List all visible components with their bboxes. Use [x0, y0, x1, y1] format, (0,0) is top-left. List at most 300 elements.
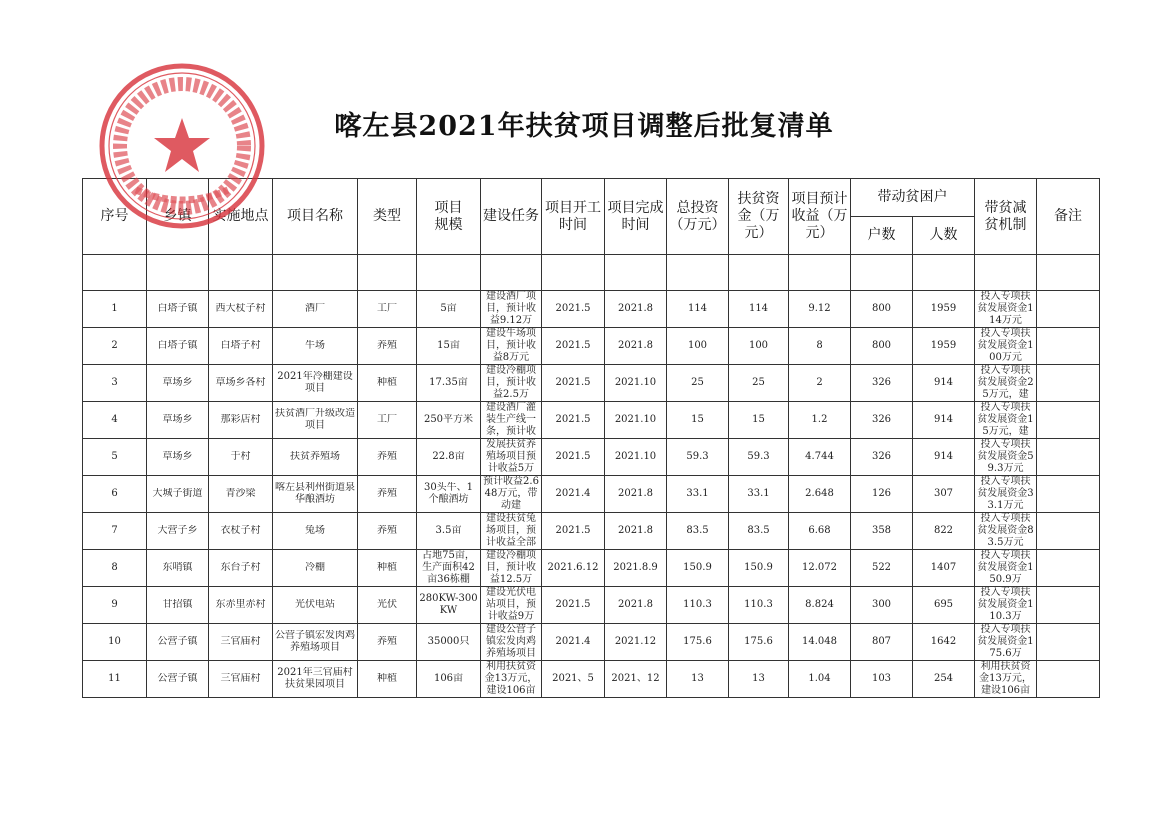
cell-text: 2021.8.9 [613, 562, 658, 573]
cell-scale [417, 587, 481, 624]
table-row [83, 328, 1100, 365]
cell-end [605, 550, 667, 587]
cell-text: 公营子镇宏发肉鸡养殖场项目 [275, 630, 355, 653]
cell-text: 5 [111, 451, 118, 462]
cell-text: 110.3 [744, 599, 773, 610]
cell-type [358, 291, 417, 328]
cell-scale [417, 513, 481, 550]
cell-text: 2021.4 [555, 636, 591, 647]
cell-task [481, 439, 542, 476]
cell-total [667, 550, 729, 587]
cell-text: 预计收益2.648万元，带动建 [483, 476, 539, 511]
cell-text: 种植 [377, 673, 397, 684]
cell-text: 白塔子镇 [157, 303, 198, 314]
cell-text: 4 [111, 414, 118, 425]
cell-name [273, 365, 358, 402]
cell-type [358, 476, 417, 513]
cell-text: 那彩店村 [220, 414, 261, 425]
cell-location [209, 513, 273, 550]
cell-name [273, 476, 358, 513]
cell-text: 建设公营子镇宏发肉鸡养殖场项目 [486, 624, 536, 659]
cell-text: 522 [871, 562, 892, 573]
cell-text: 1 [111, 303, 118, 314]
blank-cell [273, 255, 358, 291]
cell-town [147, 513, 209, 550]
cell-text: 建设扶贫兔场项目，预计收益全部 [486, 513, 536, 548]
cell-town [147, 624, 209, 661]
cell-text: 工厂 [377, 303, 397, 314]
cell-text: 100 [748, 340, 769, 351]
cell-text: 2021.5 [555, 340, 591, 351]
cell-text: 白塔子镇 [157, 340, 198, 351]
cell-people [913, 624, 975, 661]
cell-scale [417, 365, 481, 402]
cell-text: 2.648 [805, 488, 834, 499]
cell-town [147, 550, 209, 587]
header-households: 户数 [851, 217, 913, 255]
page-title: 喀左县2021年扶贫项目调整后批复清单 [334, 111, 834, 142]
cell-task [481, 476, 542, 513]
cell-text: 300 [871, 599, 892, 610]
cell-type [358, 587, 417, 624]
cell-text: 种植 [377, 562, 397, 573]
cell-location [209, 365, 273, 402]
cell-fund [729, 328, 789, 365]
cell-scale [417, 291, 481, 328]
cell-remark [1037, 550, 1100, 587]
cell-benefit [789, 624, 851, 661]
cell-text: 草场乡 [162, 451, 193, 462]
cell-text: 牛场 [305, 340, 325, 351]
cell-location [209, 402, 273, 439]
cell-text: 2021.10 [614, 377, 657, 388]
cell-text: 2021、5 [552, 673, 594, 684]
blank-cell [147, 255, 209, 291]
cell-text: 西大杖子村 [215, 303, 266, 314]
cell-text: 13 [691, 673, 704, 684]
cell-remark [1037, 476, 1100, 513]
cell-end [605, 661, 667, 698]
cell-name [273, 328, 358, 365]
cell-town [147, 587, 209, 624]
cell-text: 光伏 [377, 599, 397, 610]
cell-text: 利用扶贫资金13万元，建设106亩 [484, 661, 538, 696]
blank-cell [851, 255, 913, 291]
cell-end [605, 402, 667, 439]
cell-town [147, 365, 209, 402]
cell-fund [729, 402, 789, 439]
cell-text: 1959 [930, 303, 957, 314]
cell-people [913, 513, 975, 550]
cell-text: 2021年冷棚建设项目 [277, 371, 353, 394]
cell-seq [83, 513, 147, 550]
cell-town [147, 476, 209, 513]
cell-households [851, 439, 913, 476]
cell-text: 白塔子村 [220, 340, 261, 351]
cell-seq [83, 587, 147, 624]
cell-scale [417, 402, 481, 439]
approval-table [82, 178, 1100, 698]
cell-seq [83, 328, 147, 365]
cell-start [542, 365, 605, 402]
header-people: 人数 [913, 217, 975, 255]
cell-text: 扶贫酒厂升级改造项目 [275, 408, 355, 431]
cell-text: 1.2 [811, 414, 828, 425]
cell-text: 青沙梁 [225, 488, 256, 499]
cell-text: 100 [687, 340, 708, 351]
cell-text: 三官庙村 [220, 636, 261, 647]
header-town: 乡镇 [147, 179, 209, 255]
cell-town [147, 439, 209, 476]
cell-text: 工厂 [377, 414, 397, 425]
cell-text: 投入专项扶贫发展资金150.9万 [977, 550, 1034, 585]
cell-text: 326 [871, 414, 892, 425]
cell-mechanism [975, 291, 1037, 328]
cell-text: 83.5 [747, 525, 770, 536]
cell-people [913, 587, 975, 624]
cell-text: 草场乡 [162, 377, 193, 388]
cell-text: 326 [871, 451, 892, 462]
cell-scale [417, 439, 481, 476]
cell-end [605, 513, 667, 550]
cell-remark [1037, 624, 1100, 661]
cell-benefit [789, 476, 851, 513]
cell-mechanism [975, 476, 1037, 513]
cell-households [851, 365, 913, 402]
cell-fund [729, 365, 789, 402]
blank-cell [417, 255, 481, 291]
cell-seq [83, 402, 147, 439]
cell-location [209, 476, 273, 513]
cell-text: 投入专项扶贫发展资金25万元，建 [977, 365, 1034, 400]
cell-type [358, 328, 417, 365]
cell-text: 养殖 [377, 340, 397, 351]
cell-remark [1037, 587, 1100, 624]
cell-text: 25 [752, 377, 765, 388]
cell-benefit [789, 291, 851, 328]
header-location: 实施地点 [209, 179, 273, 255]
cell-fund [729, 513, 789, 550]
cell-benefit [789, 328, 851, 365]
cell-name [273, 661, 358, 698]
cell-text: 695 [933, 599, 954, 610]
cell-text: 建设光伏电站项目，预计收益9万 [486, 587, 536, 622]
cell-text: 2021.10 [614, 414, 657, 425]
cell-total [667, 661, 729, 698]
cell-text: 2021.5 [555, 377, 591, 388]
cell-benefit [789, 439, 851, 476]
blank-cell [358, 255, 417, 291]
cell-end [605, 476, 667, 513]
cell-end [605, 624, 667, 661]
cell-type [358, 402, 417, 439]
header-name: 项目名称 [273, 179, 358, 255]
cell-text: 59.3 [686, 451, 709, 462]
table-row [83, 402, 1100, 439]
cell-text: 喀左县利州街道泉华酿酒坊 [275, 482, 355, 505]
cell-text: 大营子乡 [157, 525, 198, 536]
cell-text: 2021年三官庙村扶贫果园项目 [277, 667, 353, 690]
cell-text: 114 [748, 303, 769, 314]
table-row [83, 550, 1100, 587]
cell-text: 甘招镇 [162, 599, 193, 610]
blank-cell [913, 255, 975, 291]
blank-cell [1037, 255, 1100, 291]
cell-text: 养殖 [377, 488, 397, 499]
cell-households [851, 550, 913, 587]
cell-remark [1037, 365, 1100, 402]
header-total: 总投资（万元） [667, 179, 729, 255]
cell-households [851, 291, 913, 328]
cell-text: 800 [871, 303, 892, 314]
header-benefit: 项目预计收益（万元） [789, 179, 851, 255]
cell-start [542, 402, 605, 439]
cell-text: 东台子村 [220, 562, 261, 573]
cell-households [851, 402, 913, 439]
cell-text: 兔场 [305, 525, 325, 536]
cell-scale [417, 624, 481, 661]
cell-people [913, 661, 975, 698]
cell-text: 草场乡各村 [215, 377, 266, 388]
cell-total [667, 402, 729, 439]
cell-people [913, 402, 975, 439]
cell-mechanism [975, 624, 1037, 661]
cell-text: 利用扶贫资金13万元，建设106亩 [979, 661, 1032, 696]
cell-name [273, 550, 358, 587]
cell-text: 投入专项扶贫发展资金114万元 [977, 291, 1034, 326]
table-row [83, 476, 1100, 513]
cell-text: 103 [871, 673, 892, 684]
cell-task [481, 328, 542, 365]
cell-text: 2021.12 [614, 636, 657, 647]
table-row [83, 624, 1100, 661]
cell-text: 8 [816, 340, 823, 351]
cell-text: 807 [871, 636, 892, 647]
cell-text: 衣杖子村 [220, 525, 261, 536]
cell-text: 822 [933, 525, 954, 536]
cell-text: 9.12 [808, 303, 831, 314]
header-end: 项目完成时间 [605, 179, 667, 255]
cell-task [481, 402, 542, 439]
cell-seq [83, 365, 147, 402]
cell-start [542, 476, 605, 513]
table-body [83, 255, 1100, 698]
header-poor-group: 带动贫困户 [851, 179, 975, 217]
header-type: 类型 [358, 179, 417, 255]
cell-people [913, 476, 975, 513]
cell-text: 建设冷棚项目，预计收益12.5万 [486, 550, 536, 585]
cell-text: 326 [871, 377, 892, 388]
cell-text: 11 [108, 673, 121, 684]
cell-text: 8.824 [805, 599, 834, 610]
cell-remark [1037, 328, 1100, 365]
cell-text: 2021.5 [555, 303, 591, 314]
cell-text: 5亩 [440, 303, 457, 314]
cell-text: 2 [816, 377, 823, 388]
cell-task [481, 587, 542, 624]
cell-total [667, 365, 729, 402]
cell-text: 投入专项扶贫发展资金110.3万 [977, 587, 1034, 622]
cell-end [605, 365, 667, 402]
cell-text: 9 [111, 599, 118, 610]
cell-text: 大城子街道 [152, 488, 203, 499]
cell-text: 2021.8 [618, 599, 653, 610]
cell-total [667, 476, 729, 513]
cell-start [542, 439, 605, 476]
table-row [83, 365, 1100, 402]
cell-total [667, 513, 729, 550]
cell-text: 800 [871, 340, 892, 351]
cell-text: 22.8亩 [432, 451, 465, 462]
cell-type [358, 513, 417, 550]
cell-town [147, 328, 209, 365]
header-fund: 扶贫资金（万元） [729, 179, 789, 255]
cell-text: 投入专项扶贫发展资金33.1万元 [977, 476, 1034, 511]
cell-text: 2021.8 [618, 488, 653, 499]
cell-text: 2021、12 [611, 673, 660, 684]
cell-total [667, 624, 729, 661]
cell-text: 914 [933, 377, 954, 388]
cell-start [542, 587, 605, 624]
cell-text: 三官庙村 [220, 673, 261, 684]
cell-seq [83, 439, 147, 476]
blank-cell [542, 255, 605, 291]
cell-text: 114 [687, 303, 708, 314]
cell-scale [417, 661, 481, 698]
cell-households [851, 328, 913, 365]
cell-text: 2 [111, 340, 118, 351]
cell-text: 养殖 [377, 525, 397, 536]
cell-text: 2021.8 [618, 525, 653, 536]
cell-text: 110.3 [683, 599, 712, 610]
cell-benefit [789, 365, 851, 402]
cell-text: 250平方米 [423, 414, 474, 425]
cell-text: 2021.5 [555, 599, 591, 610]
cell-text: 17.35亩 [429, 377, 468, 388]
cell-text: 2021.5 [555, 414, 591, 425]
cell-task [481, 513, 542, 550]
cell-people [913, 365, 975, 402]
header-seq: 序号 [83, 179, 147, 255]
cell-remark [1037, 661, 1100, 698]
cell-text: 4.744 [805, 451, 834, 462]
cell-text: 35000只 [427, 636, 470, 647]
header-mechanism: 带贫减贫机制 [975, 179, 1037, 255]
cell-text: 2021.8 [618, 303, 653, 314]
cell-text: 1642 [930, 636, 957, 647]
cell-location [209, 661, 273, 698]
cell-name [273, 439, 358, 476]
cell-text: 投入专项扶贫发展资金59.3万元 [977, 439, 1034, 474]
cell-text: 光伏电站 [295, 599, 335, 610]
cell-text: 7 [111, 525, 118, 536]
cell-mechanism [975, 513, 1037, 550]
cell-text: 东赤里赤村 [215, 599, 266, 610]
cell-total [667, 291, 729, 328]
cell-text: 12.072 [802, 562, 837, 573]
cell-text: 发展扶贫养殖场项目预计收益5万 [486, 439, 536, 474]
cell-text: 东哨镇 [162, 562, 193, 573]
cell-text: 280KW-300KW [419, 593, 478, 616]
cell-text: 2021.10 [614, 451, 657, 462]
cell-text: 33.1 [686, 488, 709, 499]
cell-fund [729, 291, 789, 328]
cell-start [542, 513, 605, 550]
header-start: 项目开工时间 [542, 179, 605, 255]
cell-type [358, 365, 417, 402]
cell-text: 冷棚 [305, 562, 325, 573]
cell-fund [729, 661, 789, 698]
cell-text: 3.5亩 [435, 525, 462, 536]
cell-seq [83, 661, 147, 698]
cell-text: 1959 [930, 340, 957, 351]
cell-people [913, 550, 975, 587]
cell-total [667, 587, 729, 624]
cell-type [358, 624, 417, 661]
blank-cell [789, 255, 851, 291]
cell-scale [417, 476, 481, 513]
cell-name [273, 587, 358, 624]
cell-text: 254 [933, 673, 954, 684]
cell-task [481, 550, 542, 587]
cell-benefit [789, 513, 851, 550]
cell-location [209, 550, 273, 587]
cell-text: 2021.8 [618, 340, 653, 351]
cell-mechanism [975, 328, 1037, 365]
blank-cell [83, 255, 147, 291]
header-scale: 项目规模 [417, 179, 481, 255]
cell-fund [729, 587, 789, 624]
table-row [83, 439, 1100, 476]
cell-location [209, 328, 273, 365]
cell-fund [729, 550, 789, 587]
cell-task [481, 291, 542, 328]
cell-seq [83, 476, 147, 513]
cell-text: 2021.6.12 [547, 562, 599, 573]
cell-text: 扶贫养殖场 [290, 451, 340, 462]
cell-text: 建设酒厂灌装生产线一条，预计收 [486, 402, 536, 437]
cell-mechanism [975, 439, 1037, 476]
table-row [83, 587, 1100, 624]
cell-end [605, 439, 667, 476]
blank-cell [605, 255, 667, 291]
cell-text: 25 [691, 377, 704, 388]
cell-text: 建设牛场项目，预计收益8万元 [486, 328, 536, 363]
cell-seq [83, 624, 147, 661]
cell-text: 于村 [230, 451, 251, 462]
cell-text: 2021.4 [555, 488, 591, 499]
cell-text: 6 [111, 488, 118, 499]
cell-text: 公营子镇 [157, 673, 198, 684]
cell-text: 59.3 [747, 451, 770, 462]
cell-start [542, 624, 605, 661]
cell-households [851, 587, 913, 624]
cell-text: 15 [691, 414, 704, 425]
cell-remark [1037, 439, 1100, 476]
cell-name [273, 402, 358, 439]
cell-text: 10 [108, 636, 121, 647]
cell-remark [1037, 513, 1100, 550]
blank-cell [667, 255, 729, 291]
cell-text: 投入专项扶贫发展资金175.6万 [977, 624, 1034, 659]
blank-cell [729, 255, 789, 291]
cell-benefit [789, 402, 851, 439]
cell-fund [729, 439, 789, 476]
cell-text: 草场乡 [162, 414, 193, 425]
cell-households [851, 624, 913, 661]
cell-total [667, 439, 729, 476]
cell-mechanism [975, 402, 1037, 439]
